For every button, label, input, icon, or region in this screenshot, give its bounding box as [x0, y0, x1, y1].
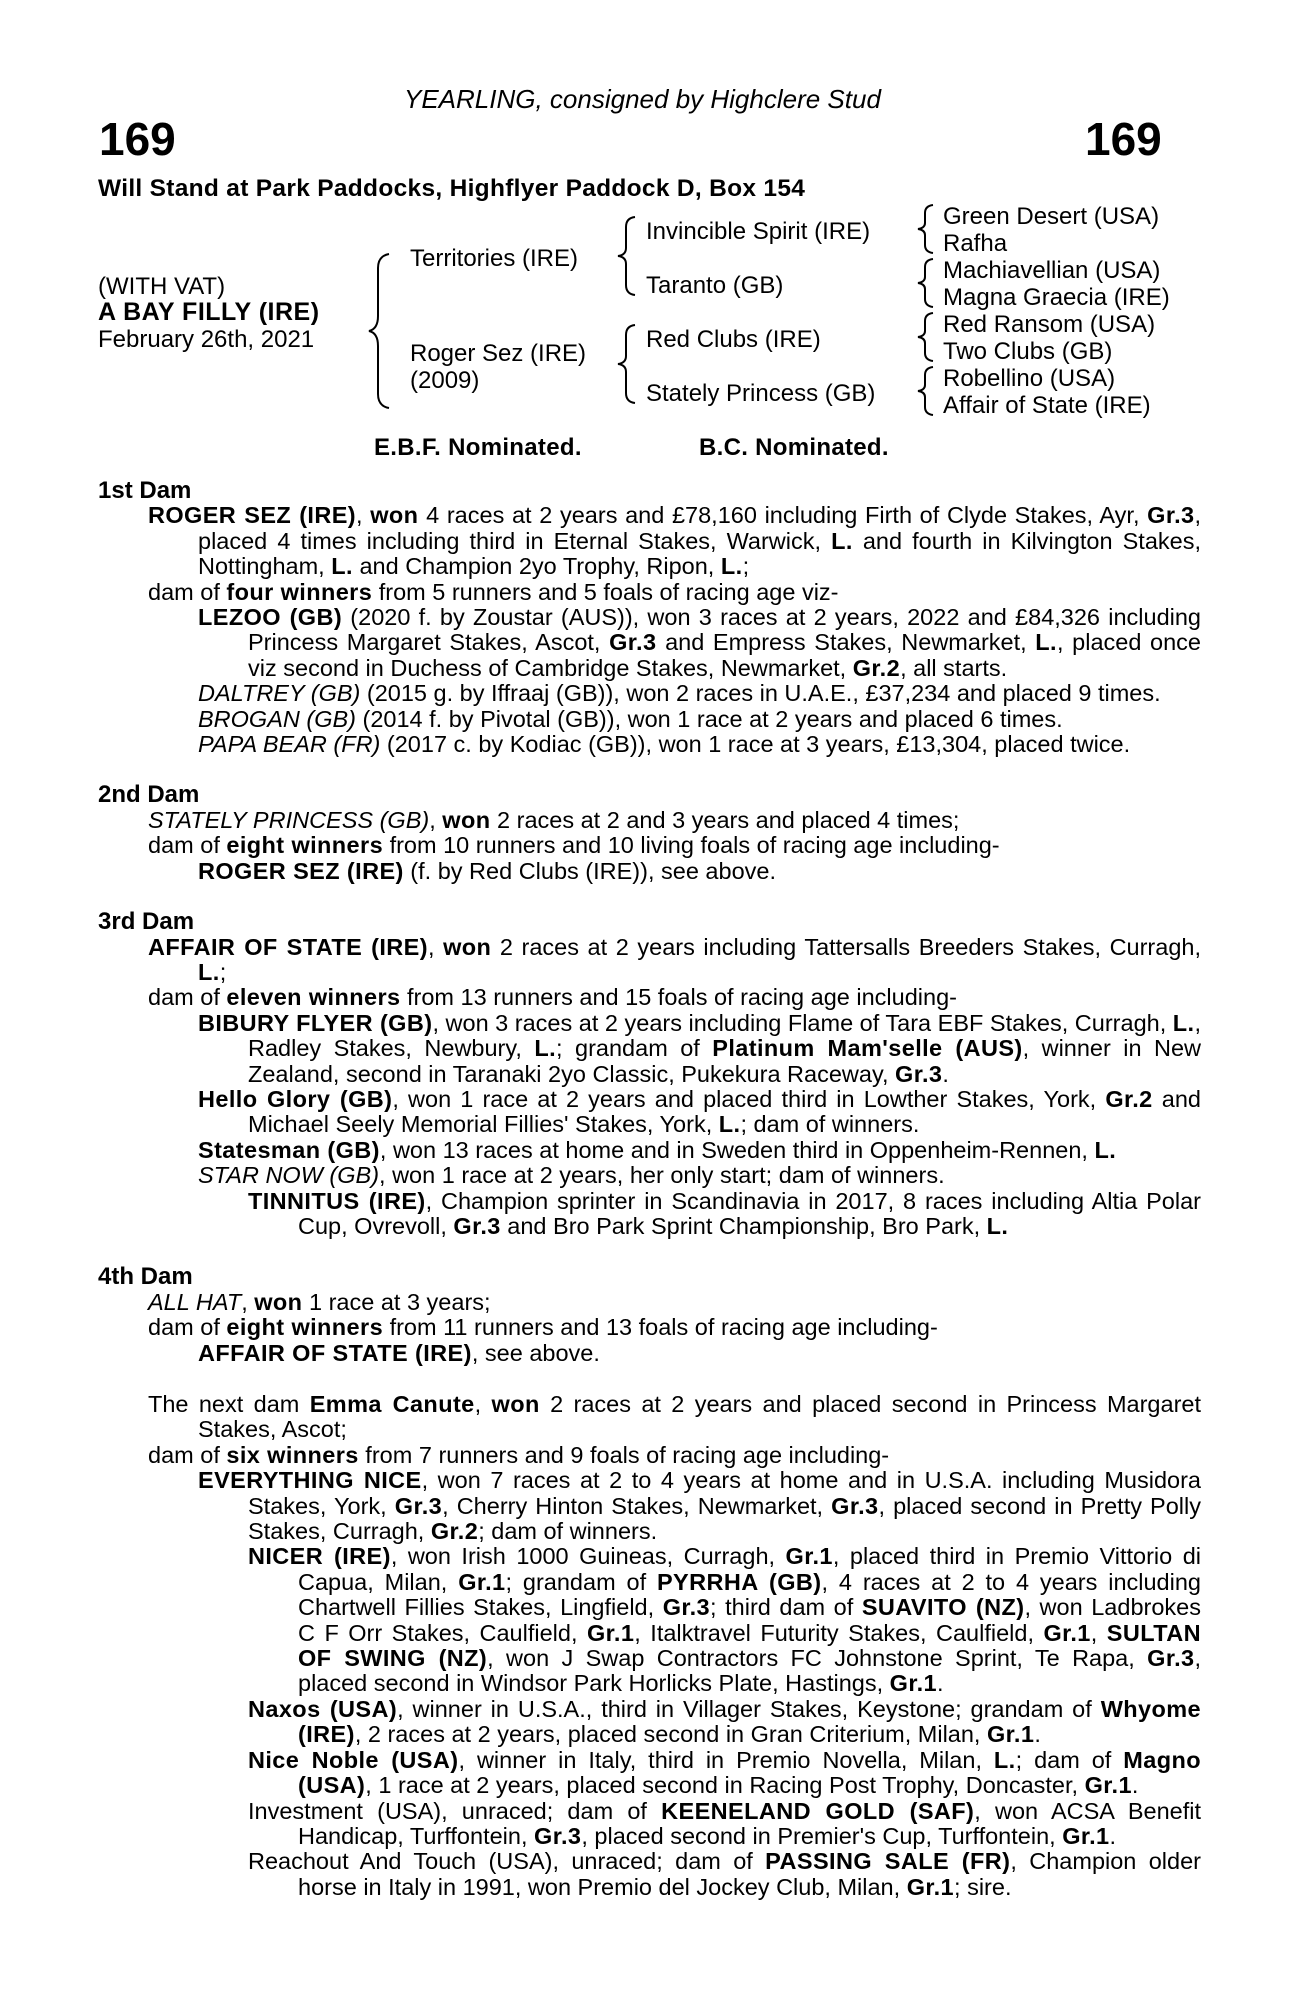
pedigree-brace-gg2 [916, 257, 936, 309]
pedigree-ggs-6: Two Clubs (GB) [943, 338, 1113, 365]
pedigree-dam: Roger Sez (IRE) [410, 340, 587, 367]
produce-entry: PAPA BEAR (FR) (2017 c. by Kodiac (GB)), won 1 race at 3 years, £13,304, placed twice. [198, 731, 1131, 758]
pedigree-brace-gg1 [916, 203, 936, 255]
produce-entry: BIBURY FLYER (GB), won 3 races at 2 years including Flame of Tara EBF Stakes, Curragh, L., Radley Stakes, Newbury, L.; grandam of Platinum Mam'selle (AUS), winner in New Zealand, second in Taranaki 2yo Classic, Pukekura Raceway, Gr.3. [198, 1009, 1201, 1087]
dam-record: ROGER SEZ (IRE), won 4 races at 2 years and £78,160 including Firth of Clyde Stakes, Ayr, Gr.3, placed 4 times including third in Eternal Stakes, Warwick, L. and fourth in Kilvington Stakes, Nottingham, L. and Champion 2yo Trophy, Ripon, L.; [148, 502, 1202, 580]
produce-entry: DALTREY (GB) (2015 g. by Iffraaj (GB)), won 2 races in U.A.E., £37,234 and placed 9 times. [198, 680, 1161, 707]
produce-entry: AFFAIR OF STATE (IRE), see above. [198, 1339, 600, 1366]
catalogue-page-body [98, 478, 1201, 1900]
pedigree-ggs-4: Magna Graecia (IRE) [943, 284, 1170, 311]
produce-entry: BROGAN (GB) (2014 f. by Pivotal (GB)), won 1 race at 2 years and placed 6 times. [198, 705, 1063, 732]
produce-entry: NICER (IRE), won Irish 1000 Guineas, Curragh, Gr.1, placed third in Premio Vittorio di Capua, Milan, Gr.1; grandam of PYRRHA (GB), 4 races at 2 to 4 years including Chartwell Fillies Stakes, Lingfield, Gr.3; third dam of SUAVITO (NZ), won Ladbrokes C F Orr Stakes, Caulfield, Gr.1, Italktravel Futurity Stakes, Caulfield, Gr.1, SULTAN OF SWING (NZ), won J Swap Contractors FC Johnstone Sprint, Te Rapa, Gr.3, placed second in Windsor Park Horlicks Plate, Hastings, Gr.1. [248, 1543, 1202, 1697]
lot-number-left: 169 [99, 113, 176, 165]
dam-produce-summary: dam of six winners from 7 runners and 9 foals of racing age including- [148, 1441, 890, 1468]
horse-dob: February 26th, 2021 [98, 326, 315, 353]
produce-entry: Naxos (USA), winner in U.S.A., third in Villager Stakes, Keystone; grandam of Whyome (IRE), 2 races at 2 years, placed second in Gran Criterium, Milan, Gr.1. [248, 1695, 1202, 1748]
dam-produce-summary: dam of eight winners from 10 runners and 10 living foals of racing age including- [148, 832, 1000, 859]
first-dam-section [98, 478, 1201, 757]
section-heading: 3rd Dam [98, 908, 195, 936]
pedigree-dam-year: (2009) [410, 367, 480, 394]
section-heading: 4th Dam [98, 1263, 193, 1291]
pedigree-ggs-8: Affair of State (IRE) [943, 392, 1151, 419]
produce-entry: Hello Glory (GB), won 1 race at 2 years and placed third in Lowther Stakes, York, Gr.2 and Michael Seely Memorial Fillies' Stakes, York, L.; dam of winners. [198, 1085, 1201, 1138]
produce-entry: Nice Noble (USA), winner in Italy, third in Premio Novella, Milan, L.; dam of Magno (USA), 1 race at 2 years, placed second in Racing Post Trophy, Doncaster, Gr.1. [248, 1746, 1201, 1799]
bc-nomination: B.C. Nominated. [699, 434, 889, 461]
pedigree-dam-dam: Stately Princess (GB) [646, 380, 876, 407]
horse-name: A BAY FILLY (IRE) [98, 298, 320, 326]
second-dam-section [98, 782, 1201, 884]
produce-entry: ROGER SEZ (IRE) (f. by Red Clubs (IRE)), see above. [198, 857, 776, 884]
dam-record: ALL HAT, won 1 race at 3 years; [148, 1288, 491, 1315]
lot-number-right: 169 [1085, 113, 1162, 165]
section-heading: 1st Dam [98, 477, 192, 504]
produce-entry: Statesman (GB), won 13 races at home and in Sweden third in Oppenheim-Rennen, L. [198, 1136, 1117, 1163]
dam-record: The next dam Emma Canute, won 2 races at 2 years and placed second in Princess Margaret Stakes, Ascot; [148, 1391, 1201, 1443]
pedigree-dam-sire: Red Clubs (IRE) [646, 326, 821, 353]
pedigree-ggs-1: Green Desert (USA) [943, 203, 1160, 230]
pedigree-ggs-7: Robellino (USA) [943, 365, 1116, 392]
pedigree-ggs-2: Rafha [943, 230, 1008, 257]
pedigree-brace-gg4 [916, 365, 936, 417]
produce-entry: EVERYTHING NICE, won 7 races at 2 to 4 years at home and in U.S.A. including Musidora Stakes, York, Gr.3, Cherry Hinton Stakes, Newmarket, Gr.3, placed second in Pretty Polly Stakes, Curragh, Gr.2; dam of winners. [198, 1467, 1201, 1545]
stabling-location: Will Stand at Park Paddocks, Highflyer Paddock D, Box 154 [98, 175, 806, 202]
third-dam-section [98, 909, 1201, 1239]
pedigree-ggs-3: Machiavellian (USA) [943, 257, 1161, 284]
pedigree-brace-gg3 [916, 311, 936, 363]
produce-entry: TINNITUS (IRE), Champion sprinter in Scandinavia in 2017, 8 races including Altia Polar Cup, Ovrevoll, Gr.3 and Bro Park Sprint Championship, Bro Park, L. [248, 1187, 1201, 1239]
pedigree-brace-dam [616, 323, 638, 405]
dam-record: AFFAIR OF STATE (IRE), won 2 races at 2 years including Tattersalls Breeders Stakes, Curragh, L.; [148, 933, 1201, 985]
consignor-subtitle: YEARLING, consigned by Highclere Stud [404, 84, 881, 114]
pedigree-sire: Territories (IRE) [410, 245, 579, 272]
ebf-nomination: E.B.F. Nominated. [374, 434, 582, 461]
dam-produce-summary: dam of four winners from 5 runners and 5 foals of racing age viz- [148, 578, 839, 605]
produce-entry: LEZOO (GB) (2020 f. by Zoustar (AUS)), won 3 races at 2 years, 2022 and £84,326 including Princess Margaret Stakes, Ascot, Gr.3 and Empress Stakes, Newmarket, L., placed once viz second in Duchess of Cambridge Stakes, Newmarket, Gr.2, all starts. [198, 604, 1202, 681]
produce-entry: Reachout And Touch (USA), unraced; dam of PASSING SALE (FR), Champion older horse in Italy in 1991, won Premio del Jockey Club, Milan, Gr.1; sire. [248, 1848, 1201, 1900]
dam-produce-summary: dam of eleven winners from 13 runners and 15 foals of racing age including- [148, 984, 957, 1011]
section-heading: 2nd Dam [98, 781, 200, 809]
pedigree-ggs-5: Red Ransom (USA) [943, 311, 1156, 338]
dam-produce-summary: dam of eight winners from 11 runners and 13 foals of racing age including- [148, 1314, 938, 1341]
fourth-dam-section [98, 1264, 1201, 1366]
pedigree-sire-sire: Invincible Spirit (IRE) [646, 218, 871, 245]
produce-entry: Investment (USA), unraced; dam of KEENELAND GOLD (SAF), won ACSA Benefit Handicap, Turffontein, Gr.3, placed second in Premier's Cup, Turffontein, Gr.1. [248, 1797, 1202, 1849]
pedigree-sire-dam: Taranto (GB) [646, 272, 784, 299]
produce-entry: STAR NOW (GB), won 1 race at 2 years, her only start; dam of winners. [198, 1162, 945, 1189]
next-dam-section [98, 1392, 1201, 1900]
dam-record: STATELY PRINCESS (GB), won 2 races at 2 and 3 years and placed 4 times; [148, 806, 960, 833]
vat-note: (WITH VAT) [98, 273, 226, 300]
pedigree-brace-sire [616, 215, 638, 297]
pedigree-brace-main [367, 252, 393, 410]
